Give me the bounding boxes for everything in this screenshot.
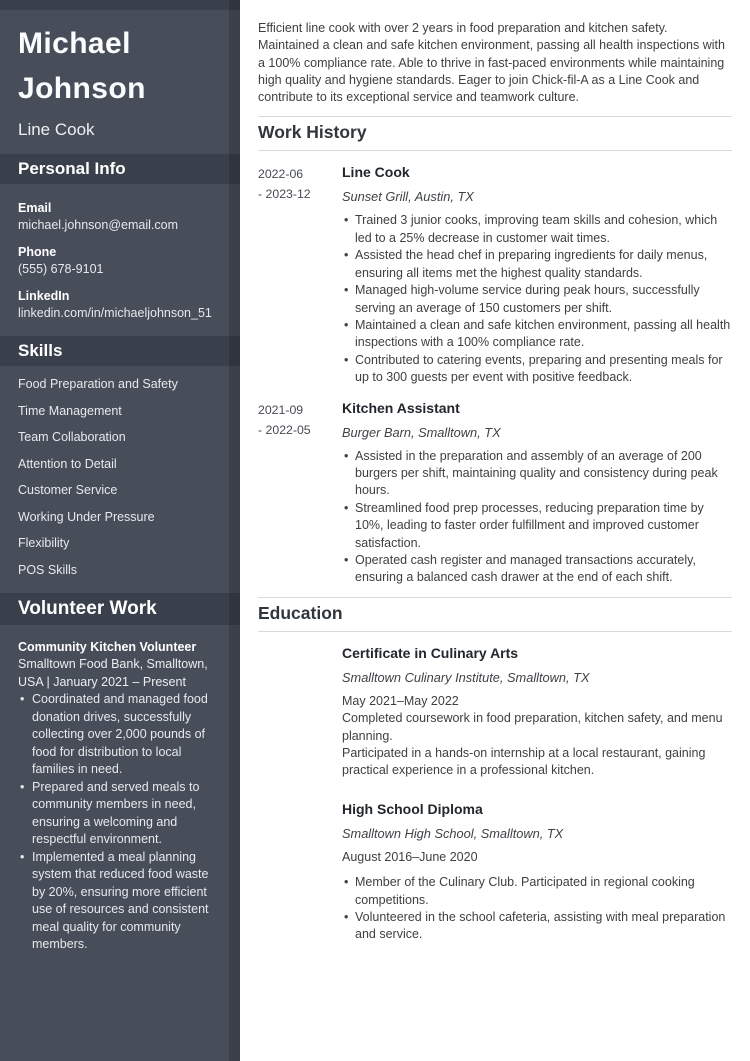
skill-item: Food Preparation and Safety (18, 377, 178, 391)
education-bullet: • Member of the Culinary Club. Participated in regional cooking competitions. (342, 874, 732, 909)
skill-item: POS Skills (18, 562, 78, 577)
work-entry (258, 399, 732, 587)
entry-dates (258, 163, 342, 386)
entry-bullet: • Trained 3 junior cooks, improving team skills and cohesion, which led to a 25% decrease in customer wait times. (342, 212, 732, 247)
volunteer-role: Community Kitchen Volunteer (18, 639, 197, 654)
contact-label: Phone (18, 245, 57, 259)
education-title: High School Diploma (342, 800, 483, 817)
skill-item: Team Collaboration (18, 430, 126, 444)
volunteer-heading: Volunteer Work (0, 593, 240, 625)
education-paragraph: Completed coursework in food preparation, kitchen safety, and menu planning. (342, 711, 723, 743)
entry-bullet-list (342, 448, 732, 587)
resume-main (240, 0, 750, 1061)
entry-bullet-list (342, 212, 732, 386)
work-entry (258, 163, 732, 386)
volunteer-bullet: • Implemented a meal planning system that reduced food waste by 20%, ensuring more efficient use of resources and consistent meal quality for community members. (18, 849, 220, 954)
entry-body (342, 399, 732, 587)
volunteer-bullet: • Prepared and served meals to community members in need, ensuring a welcoming and respectful environment. (18, 779, 220, 849)
skill-item: Working Under Pressure (18, 509, 155, 524)
volunteer-bullet-list (18, 691, 220, 954)
education-bullet: • Volunteered in the school cafeteria, assisting with meal preparation and service. (342, 909, 732, 944)
contact-value: linkedin.com/in/michaeljohnson_51 (18, 306, 212, 320)
summary-text: Efficient line cook with over 2 years in food preparation and kitchen safety. Maintained a clean and safe kitchen environment, passing all health inspections with a 100% compliance rate. Able to thrive in fast-paced environments while maintaining high quality and hygiene standards. Eager to join Chick-fil-A as a Line Cook and contribute to its exceptional service and teamwork culture. (258, 21, 725, 105)
entry-body (342, 800, 732, 944)
contact-value: michael.johnson@email.com (18, 218, 178, 232)
skills-heading: Skills (0, 336, 240, 366)
volunteer-organization: Smalltown Food Bank, Smalltown, USA | January 2021 – Present (18, 657, 208, 689)
contact-value: (555) 678-9101 (18, 262, 104, 276)
entry-company: Sunset Grill, Austin, TX (342, 189, 474, 205)
school-name: Smalltown Culinary Institute, Smalltown, TX (342, 669, 590, 685)
sidebar-top-band (0, 0, 240, 10)
entry-date-from: 2022-06 (258, 167, 304, 182)
entry-dates (258, 399, 342, 587)
school-name: Smalltown High School, Smalltown, TX (342, 825, 564, 841)
education-dates: May 2021–May 2022 (342, 693, 459, 708)
entry-bullet: • Streamlined food prep processes, reducing preparation time by 10%, leading to faster order fulfillment and improved customer satisfaction. (342, 500, 732, 552)
education-entries (258, 644, 732, 944)
volunteer-bullet: • Coordinated and managed food donation drives, successfully collecting over 2,000 pounds of food for distribution to local families in need. (18, 691, 220, 779)
skill-item: Customer Service (18, 483, 118, 497)
entry-dates-empty (258, 644, 342, 788)
entry-title: Kitchen Assistant (342, 399, 460, 416)
contact-item (0, 190, 240, 234)
contact-item (0, 278, 240, 322)
education-title: Certificate in Culinary Arts (342, 644, 519, 661)
entry-bullet: • Assisted in the preparation and assembly of an average of 200 burgers per shift, maintaining quality and consistency during peak hours. (342, 448, 732, 500)
entry-date-to: - 2023-12 (258, 187, 311, 202)
entry-dates-empty (258, 800, 342, 944)
page-title-name: Michael Johnson (18, 27, 146, 105)
sidebar (0, 0, 240, 1061)
entry-bullet: • Managed high-volume service during peak hours, successfully serving an average of 150 customers per shift. (342, 282, 732, 317)
job-title: Line Cook (18, 120, 95, 139)
volunteer-section (0, 625, 240, 954)
skill-item: Time Management (18, 403, 122, 418)
education-bullet-list (342, 874, 732, 944)
personal-info-heading: Personal Info (0, 154, 240, 184)
contact-item (0, 234, 240, 278)
entry-bullet: • Operated cash register and managed transactions accurately, ensuring a balanced cash drawer at the end of each shift. (342, 552, 732, 587)
work-history-entries (258, 163, 732, 586)
education-paragraphs (342, 710, 732, 780)
skill-item: Attention to Detail (18, 456, 117, 471)
skill-item: Flexibility (18, 536, 70, 550)
education-entry (258, 644, 732, 788)
entry-bullet: • Assisted the head chef in preparing ingredients for daily menus, ensuring all items met the highest quality standards. (342, 247, 732, 282)
education-entry (258, 800, 732, 944)
entry-body (342, 644, 732, 788)
education-paragraph: Participated in a hands-on internship at a local restaurant, gaining practical experience in a professional kitchen. (342, 746, 706, 778)
entry-title: Line Cook (342, 164, 410, 181)
contact-label: LinkedIn (18, 289, 70, 303)
contact-list (0, 184, 240, 322)
work-history-heading: Work History (258, 116, 732, 151)
entry-date-to: - 2022-05 (258, 422, 311, 437)
entry-body (342, 163, 732, 386)
education-heading: Education (258, 597, 732, 632)
skills-list (0, 376, 240, 579)
education-dates: August 2016–June 2020 (342, 849, 478, 864)
entry-bullet: • Maintained a clean and safe kitchen environment, passing all health inspections with a 100% compliance rate. (342, 317, 732, 352)
entry-bullet: • Contributed to catering events, preparing and presenting meals for up to 300 guests per event with positive feedback. (342, 352, 732, 387)
entry-company: Burger Barn, Smalltown, TX (342, 424, 501, 440)
contact-label: Email (18, 201, 52, 215)
entry-date-from: 2021-09 (258, 402, 304, 417)
